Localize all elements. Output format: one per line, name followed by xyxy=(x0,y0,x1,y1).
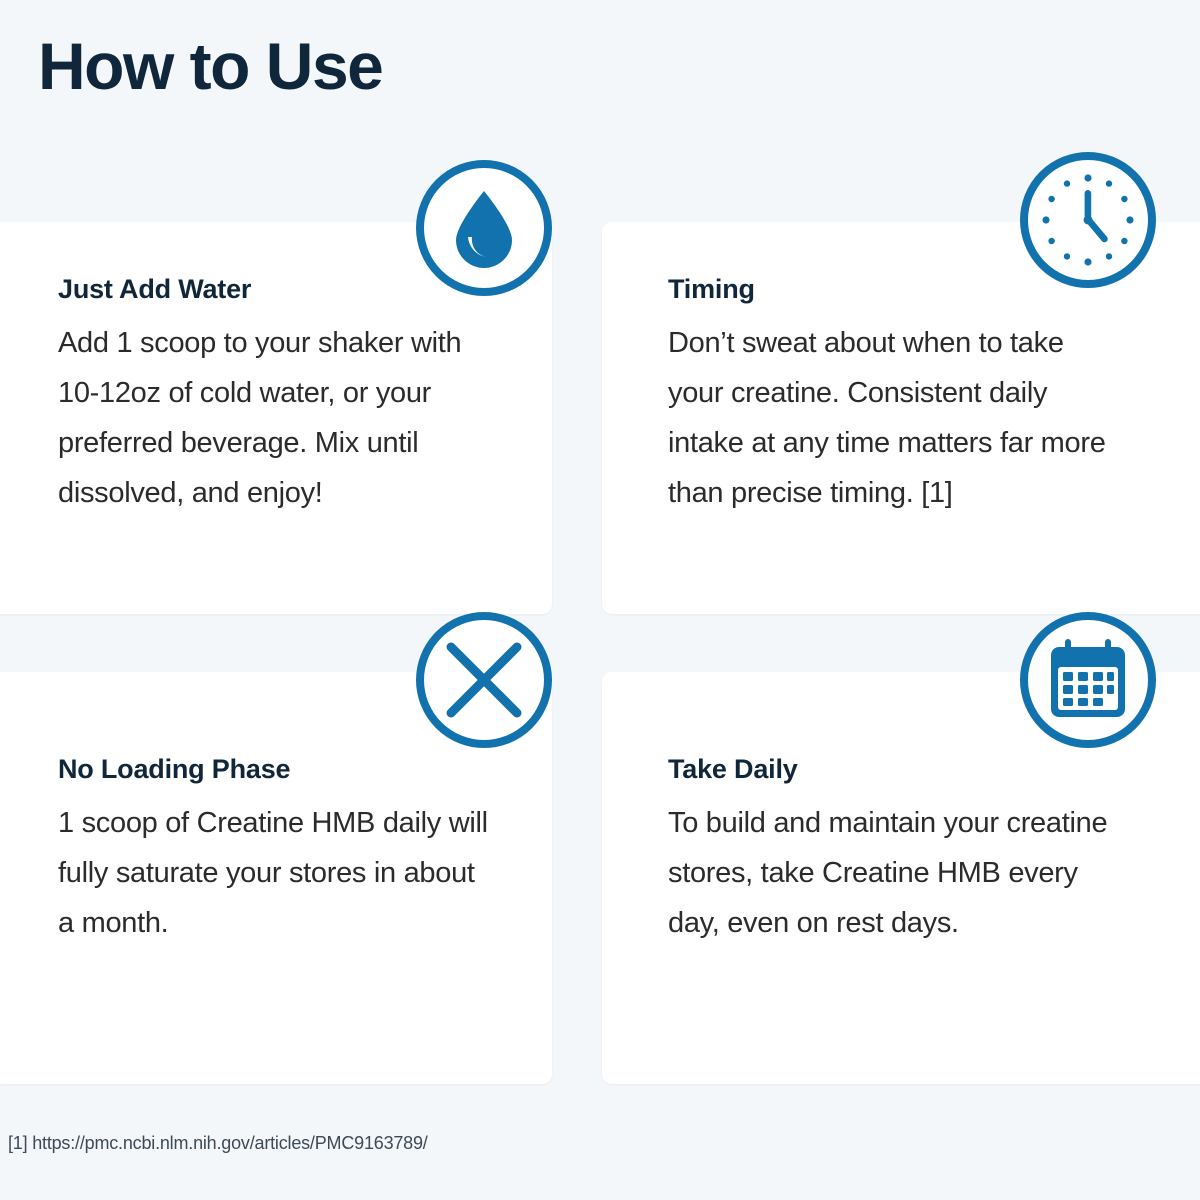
card-body: 1 scoop of Creatine HMB daily will fully saturate your stores in about a month. xyxy=(58,807,488,939)
page-title: How to Use xyxy=(38,29,383,103)
clock-icon xyxy=(1020,152,1156,288)
card-title: Timing xyxy=(668,274,755,304)
card-title: Just Add Water xyxy=(58,274,252,304)
card-title: Take Daily xyxy=(668,754,798,784)
water-drop-icon xyxy=(416,160,552,296)
card-body: To build and maintain your creatine stores, take Creatine HMB every day, even on rest days. xyxy=(668,807,1108,939)
calendar-icon xyxy=(1020,612,1156,748)
cross-circle-icon xyxy=(416,612,552,748)
card-body: Don’t sweat about when to take your creatine. Consistent daily intake at any time matters far more than precise timing. [1] xyxy=(668,327,1106,509)
card-body: Add 1 scoop to your shaker with 10-12oz of cold water, or your preferred beverage. Mix until dissolved, and enjoy! xyxy=(58,327,462,509)
footnote-reference[interactable]: [1] https://pmc.ncbi.nlm.nih.gov/articles/PMC9163789/ xyxy=(8,1133,428,1153)
card-title: No Loading Phase xyxy=(58,754,291,784)
